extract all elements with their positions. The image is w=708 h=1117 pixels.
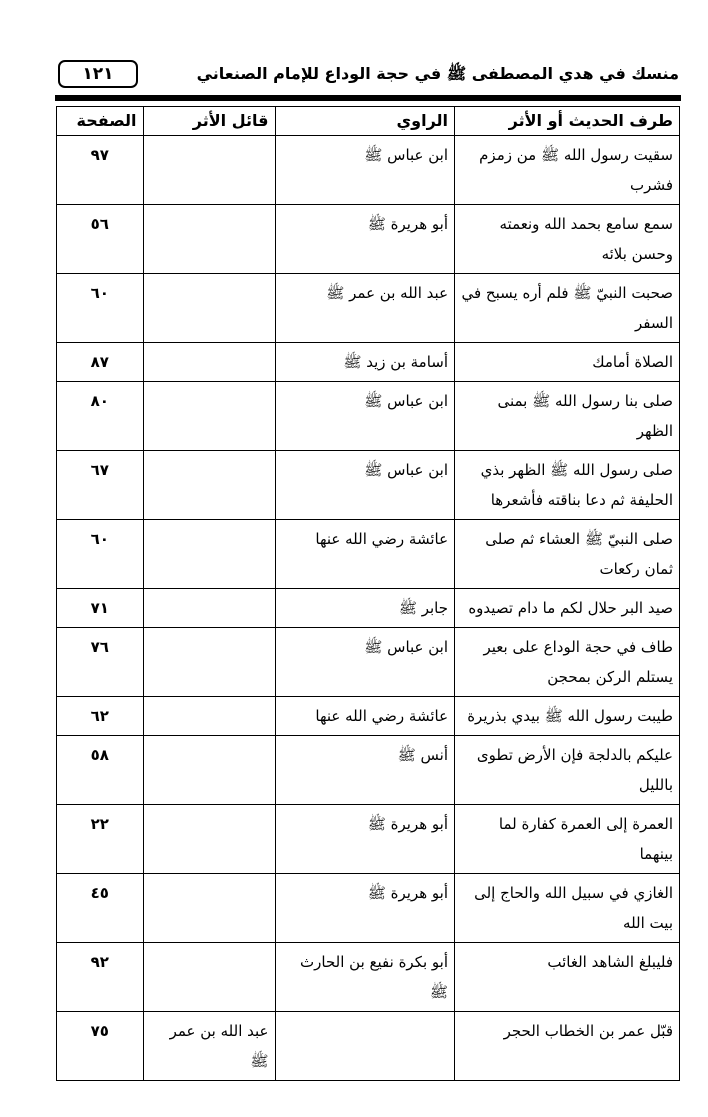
speaker-cell [143,451,275,520]
header-narrator: الراوي [275,107,455,136]
table-row [57,628,680,697]
page-cell: ٦٧ [57,451,144,520]
table-row [57,205,680,274]
speaker-cell [143,382,275,451]
page-header [55,58,679,92]
hadith-cell: العمرة إلى العمرة كفارة لما بينهما [455,805,680,874]
header-hadith: طرف الحديث أو الأثر [455,107,680,136]
narrator-cell: أبو هريرة ﷺ [275,205,455,274]
hadith-cell: صحبت النبيّ ﷺ فلم أره يسبح في السفر [455,274,680,343]
page-cell: ٦٢ [57,697,144,736]
table-row [57,589,680,628]
table-header-row [57,107,680,136]
narrator-cell: عائشة رضي الله عنها [275,697,455,736]
table-row [57,451,680,520]
table-row [57,943,680,1012]
header-rule [55,95,681,101]
header-speaker: قائل الأثر [143,107,275,136]
page-cell: ٤٥ [57,874,144,943]
speaker-cell [143,628,275,697]
table-row [57,736,680,805]
table-row [57,382,680,451]
hadith-cell: فليبلغ الشاهد الغائب [455,943,680,1012]
narrator-cell: ابن عباس ﷺ [275,136,455,205]
page-cell: ٨٧ [57,343,144,382]
speaker-cell [143,589,275,628]
hadith-cell: الصلاة أمامك [455,343,680,382]
page-cell: ٥٨ [57,736,144,805]
narrator-cell: ابن عباس ﷺ [275,451,455,520]
hadith-cell: سقيت رسول الله ﷺ من زمزم فشرب [455,136,680,205]
narrator-cell [275,1012,455,1081]
page-cell: ٧٥ [57,1012,144,1081]
narrator-cell: أبو هريرة ﷺ [275,805,455,874]
page-cell: ٧٦ [57,628,144,697]
table-row [57,520,680,589]
speaker-cell [143,274,275,343]
page-cell: ٦٠ [57,520,144,589]
table-row [57,136,680,205]
narrator-cell: ابن عباس ﷺ [275,382,455,451]
hadith-cell: صلى رسول الله ﷺ الظهر بذي الحليفة ثم دعا بناقته فأشعرها [455,451,680,520]
speaker-cell [143,805,275,874]
page-cell: ٧١ [57,589,144,628]
narrator-cell: عائشة رضي الله عنها [275,520,455,589]
narrator-cell: جابر ﷺ [275,589,455,628]
running-title: منسك في هدي المصطفى ﷺ في حجة الوداع للإمام الصنعاني [196,64,679,83]
page-cell: ٨٠ [57,382,144,451]
hadith-cell: طيبت رسول الله ﷺ بيدي بذريرة [455,697,680,736]
hadith-cell: صلى النبيّ ﷺ العشاء ثم صلى ثمان ركعات [455,520,680,589]
page-cell: ٩٧ [57,136,144,205]
table-row [57,874,680,943]
speaker-cell [143,736,275,805]
speaker-cell: عبد الله بن عمر ﷺ [143,1012,275,1081]
page-number: ١٢١ [58,60,138,88]
page-cell: ٥٦ [57,205,144,274]
table-row [57,697,680,736]
speaker-cell [143,136,275,205]
speaker-cell [143,943,275,1012]
hadith-cell: طاف في حجة الوداع على بعير يستلم الركن بمحجن [455,628,680,697]
speaker-cell [143,205,275,274]
hadith-cell: الغازي في سبيل الله والحاج إلى بيت الله [455,874,680,943]
page-cell: ٢٢ [57,805,144,874]
table-row [57,805,680,874]
table-body [57,136,680,1081]
narrator-cell: أنس ﷺ [275,736,455,805]
page-cell: ٩٢ [57,943,144,1012]
hadith-cell: صيد البر حلال لكم ما دام تصيدوه [455,589,680,628]
hadith-cell: عليكم بالدلجة فإن الأرض تطوى بالليل [455,736,680,805]
narrator-cell: أبو هريرة ﷺ [275,874,455,943]
narrator-cell: عبد الله بن عمر ﷺ [275,274,455,343]
table-row [57,343,680,382]
speaker-cell [143,520,275,589]
speaker-cell [143,343,275,382]
speaker-cell [143,874,275,943]
table-row [57,274,680,343]
narrator-cell: أسامة بن زيد ﷺ [275,343,455,382]
table-row [57,1012,680,1081]
narrator-cell: ابن عباس ﷺ [275,628,455,697]
hadith-cell: صلى بنا رسول الله ﷺ بمنى الظهر [455,382,680,451]
speaker-cell [143,697,275,736]
hadith-cell: قبّل عمر بن الخطاب الحجر [455,1012,680,1081]
narrator-cell: أبو بكرة نفيع بن الحارث ﷺ [275,943,455,1012]
page-cell: ٦٠ [57,274,144,343]
hadith-cell: سمع سامع بحمد الله ونعمته وحسن بلائه [455,205,680,274]
hadith-index-table [56,106,680,1081]
header-page: الصفحة [57,107,144,136]
